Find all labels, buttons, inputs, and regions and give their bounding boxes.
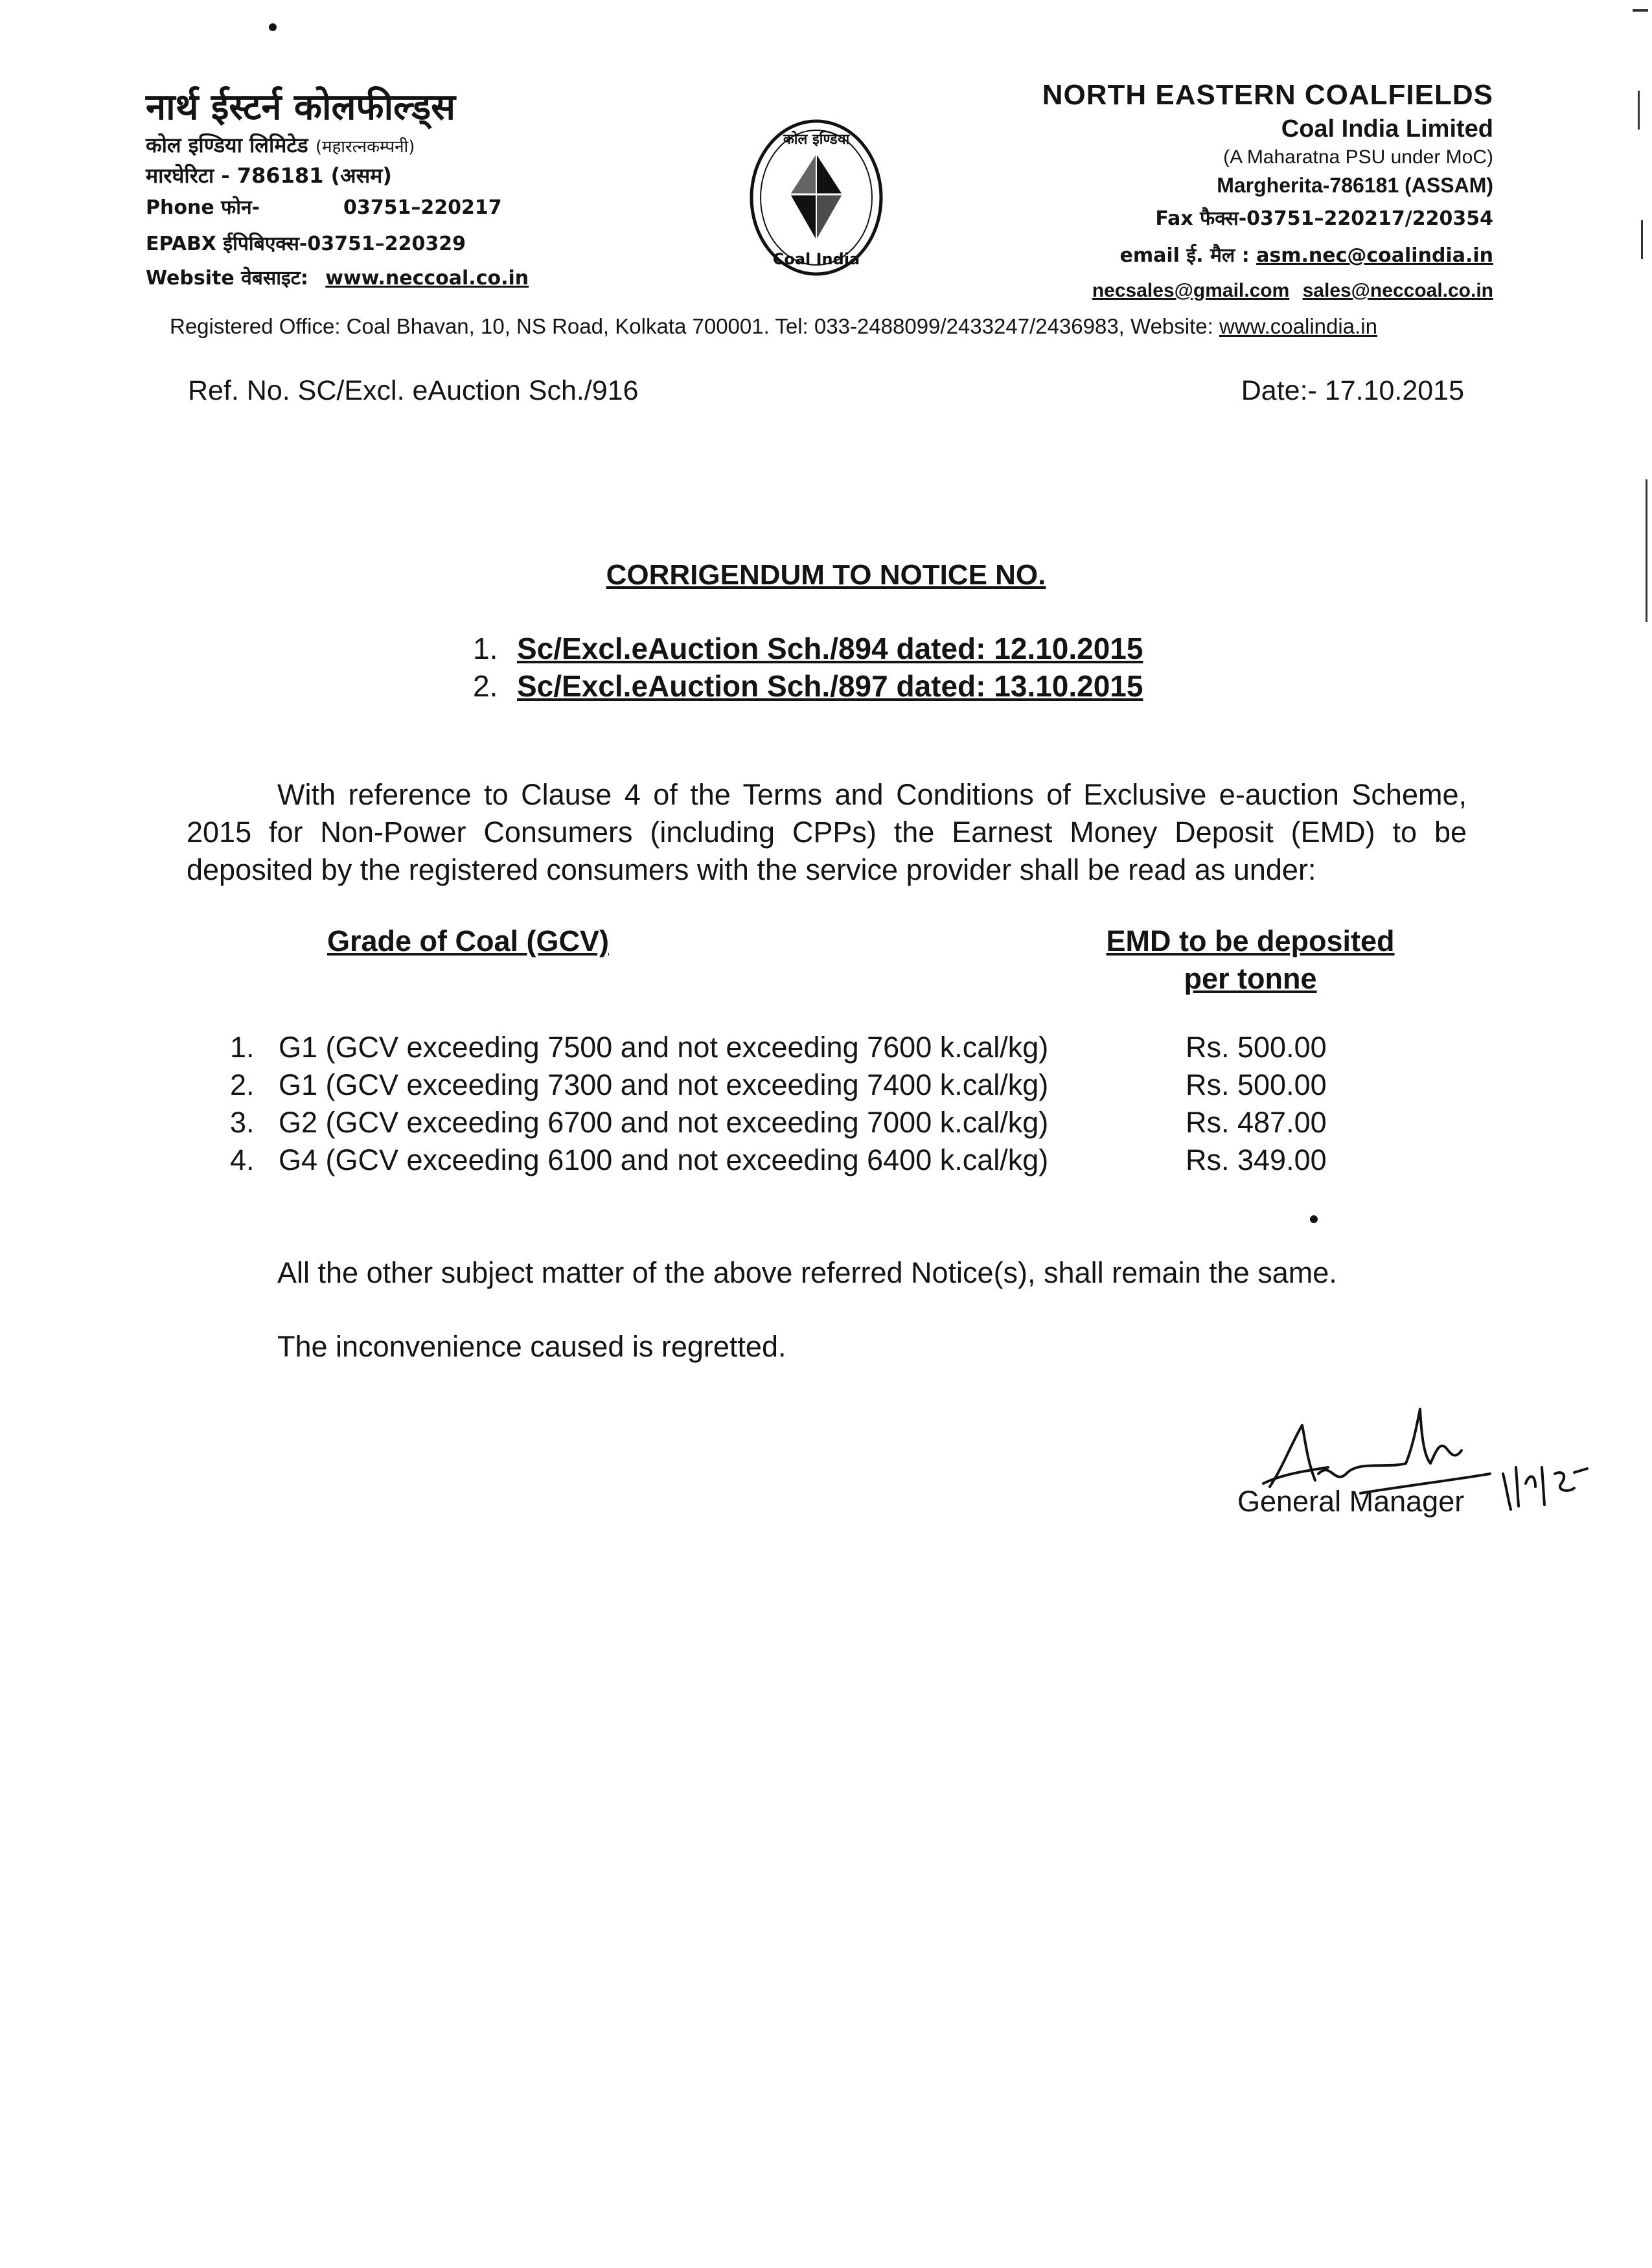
- table-row: [230, 1141, 1380, 1179]
- row-number: 2.: [230, 1068, 255, 1101]
- scan-edge-mark: [1641, 220, 1643, 259]
- closing-line-1: All the other subject matter of the above referred Notice(s), shall remain the same.: [277, 1256, 1337, 1289]
- notice-number: 2.: [473, 669, 498, 703]
- phone-label: Phone फोन-: [146, 196, 260, 219]
- epabx-value: -03751–220329: [299, 233, 466, 255]
- document-title: CORRIGENDUM TO NOTICE NO.: [606, 559, 1046, 591]
- signatory-designation: General Manager: [1237, 1485, 1465, 1518]
- notice-list: [473, 630, 1143, 705]
- row-emd: Rs. 487.00: [1186, 1106, 1327, 1139]
- hindi-company-name: नार्थ ईस्टर्न कोलफील्ड्स: [146, 86, 455, 128]
- website-link[interactable]: www.neccoal.co.in: [325, 267, 529, 290]
- epabx-label: EPABX ईपिबिएक्स: [146, 233, 299, 255]
- email-link-3[interactable]: sales@neccoal.co.in: [1302, 280, 1493, 301]
- notice-item: [473, 667, 1143, 705]
- hindi-company-line: [146, 131, 729, 161]
- registered-website-link[interactable]: www.coalindia.in: [1219, 314, 1377, 338]
- email-row-2: [845, 273, 1493, 308]
- table-row: [230, 1104, 1380, 1141]
- row-number: 1.: [230, 1031, 255, 1064]
- epabx-row: [146, 226, 729, 262]
- body-paragraph: [187, 776, 1467, 889]
- table-row: [230, 1029, 1380, 1066]
- logo-text-bottom: Coal India: [772, 250, 860, 268]
- closing-line-2: The inconvenience caused is regretted.: [277, 1330, 786, 1363]
- body-text: With reference to Clause 4 of the Terms and Conditions of Exclusive e-auction Scheme, 2015 for Non-Power Consumers (including CPPs) the Earnest Money Deposit (EMD) to be deposited by the registered consumers with the service provider shall be read as under:: [187, 778, 1467, 886]
- english-company-note: (A Maharatna PSU under MoC): [1223, 146, 1493, 168]
- row-emd: Rs. 500.00: [1186, 1031, 1327, 1064]
- website-row: [146, 262, 729, 295]
- email-link[interactable]: asm.nec@coalindia.in: [1256, 244, 1493, 267]
- hindi-company-note: (महारत्नकम्पनी): [315, 137, 415, 157]
- registered-office: [170, 312, 1377, 341]
- row-grade: G1 (GCV exceeding 7500 and not exceeding 7600 k.cal/kg): [279, 1031, 1049, 1064]
- emd-header-line1: EMD to be deposited: [1106, 924, 1395, 957]
- email-link-2[interactable]: necsales@gmail.com: [1092, 280, 1290, 301]
- email-row: [845, 238, 1493, 273]
- english-company-name: NORTH EASTERN COALFIELDS: [1042, 79, 1493, 111]
- emd-header-line2: per tonne: [1184, 962, 1317, 995]
- letterhead-left: [146, 84, 729, 295]
- notice-text: Sc/Excl.eAuction Sch./894 dated: 12.10.2015: [517, 632, 1143, 665]
- notice-item: [473, 630, 1143, 667]
- phone-row: [146, 190, 729, 226]
- scan-dot: [1310, 1215, 1318, 1223]
- website-label: Website वेबसाइट:: [146, 267, 308, 290]
- scan-edge-mark: [1633, 9, 1648, 12]
- grade-table: [230, 1029, 1380, 1179]
- letter-date: Date:- 17.10.2015: [1241, 375, 1464, 406]
- scan-edge-mark: [1638, 91, 1640, 130]
- row-grade: G2 (GCV exceeding 6700 and not exceeding 7000 k.cal/kg): [279, 1106, 1049, 1139]
- scan-dot: [269, 23, 277, 31]
- grade-column-header: Grade of Coal (GCV): [327, 924, 610, 957]
- registered-office-text: Registered Office: Coal Bhavan, 10, NS Road, Kolkata 700001. Tel: 033-2488099/2433247/2436983, Website:: [170, 314, 1219, 338]
- row-grade: G4 (GCV exceeding 6100 and not exceeding 6400 k.cal/kg): [279, 1143, 1049, 1176]
- scan-edge-mark: [1646, 479, 1647, 622]
- row-number: 3.: [230, 1106, 255, 1139]
- notice-number: 1.: [473, 632, 498, 665]
- hindi-company: कोल इण्डिया लिमिटेड: [146, 133, 308, 157]
- hindi-address: मारघेरिटा - 786181 (असम): [146, 163, 392, 188]
- letterhead-right: [845, 76, 1493, 308]
- row-grade: G1 (GCV exceeding 7300 and not exceeding 7400 k.cal/kg): [279, 1068, 1049, 1101]
- english-company: Coal India Limited: [1281, 115, 1493, 143]
- row-emd: Rs. 500.00: [1186, 1068, 1327, 1101]
- fax-line: Fax फैक्स-03751–220217/220354: [1155, 207, 1493, 230]
- row-emd: Rs. 349.00: [1186, 1143, 1327, 1176]
- email-label: email ई. मैल :: [1119, 244, 1250, 267]
- reference-number: Ref. No. SC/Excl. eAuction Sch./916: [188, 375, 639, 406]
- row-number: 4.: [230, 1143, 255, 1176]
- logo-text-top: कोल इण्डिया: [783, 132, 850, 148]
- table-row: [230, 1066, 1380, 1104]
- phone-value: 03751–220217: [343, 196, 502, 219]
- emd-column-header: [1088, 922, 1412, 998]
- notice-text: Sc/Excl.eAuction Sch./897 dated: 13.10.2015: [517, 669, 1143, 703]
- english-address: Margherita-786181 (ASSAM): [1217, 174, 1493, 197]
